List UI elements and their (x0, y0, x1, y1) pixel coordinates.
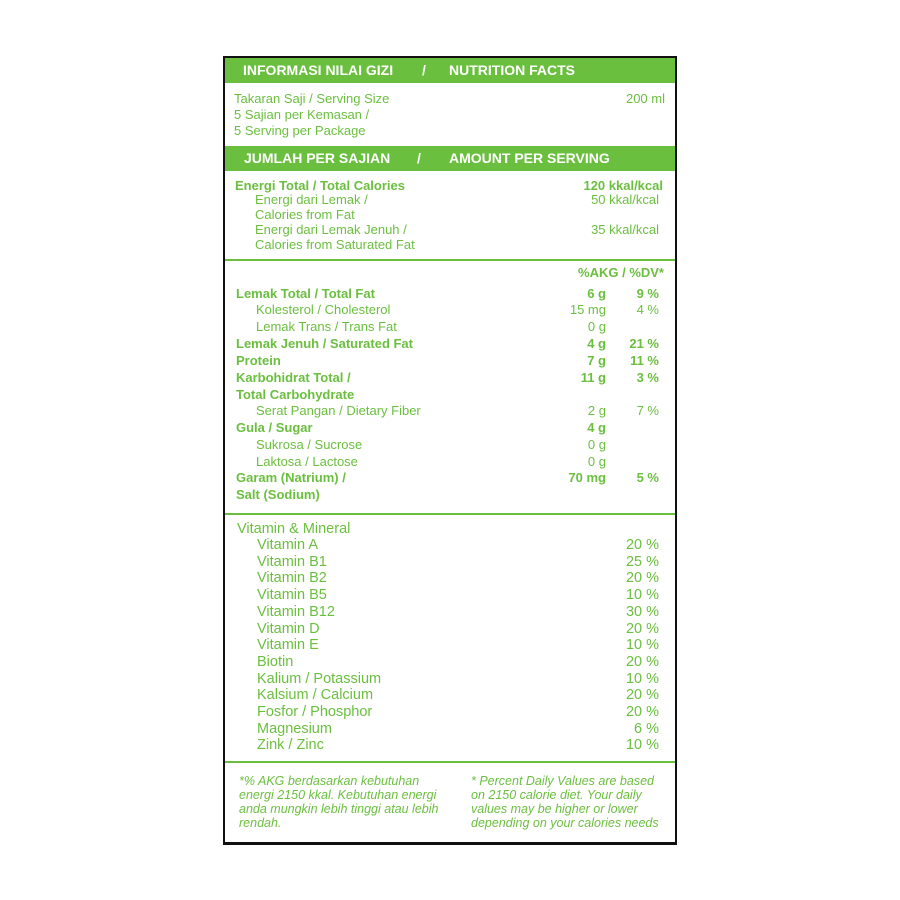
protein-label: Protein (236, 353, 281, 368)
lactose-label: Laktosa / Lactose (256, 454, 358, 469)
divider-vitamins (225, 761, 675, 763)
vitamin-name: Vitamin B2 (257, 570, 327, 587)
divider-nutrients (225, 513, 675, 515)
vitamin-dv: 20 % (625, 570, 659, 587)
vitamin-name: Vitamin B1 (257, 553, 327, 570)
vitamin-name: Vitamin E (257, 637, 319, 654)
cholesterol-label: Kolesterol / Cholesterol (256, 302, 391, 317)
vitamin-dv: 10 % (625, 587, 659, 604)
energy-total-label: Energi Total / Total Calories (235, 178, 405, 193)
sucrose-amount: 0 g (587, 437, 606, 452)
vitamin-dv: 30 % (625, 603, 659, 620)
salt-label-1: Garam (Natrium) / (236, 470, 346, 485)
header-separator: / (422, 62, 426, 78)
energy-fat-label-1: Energi dari Lemak / (255, 192, 368, 207)
lactose-amount: 0 g (587, 454, 606, 469)
dv-column-header: %AKG / %DV* (578, 265, 664, 280)
energy-total-value: 120 kkal/kcal (583, 178, 663, 193)
header-title-en: NUTRITION FACTS (449, 62, 575, 78)
vitamin-name: Vitamin A (257, 537, 318, 553)
carbohydrate-label-1: Karbohidrat Total / (236, 370, 351, 385)
energy-satfat-value: 35 kkal/kcal (591, 222, 659, 237)
vitamin-mineral-title: Vitamin & Mineral (237, 521, 351, 537)
energy-satfat-label-1: Energi dari Lemak Jenuh / (255, 222, 407, 237)
total-fat-label: Lemak Total / Total Fat (236, 286, 375, 301)
saturated-fat-dv: 21 % (629, 336, 659, 351)
saturated-fat-label: Lemak Jenuh / Saturated Fat (236, 336, 413, 351)
protein-dv: 11 % (630, 353, 659, 368)
carbohydrate-amount: 11 g (580, 370, 606, 385)
vitamin-name: Vitamin D (257, 620, 320, 637)
vitamin-dv: 10 % (625, 670, 659, 687)
sugar-amount: 4 g (587, 420, 606, 435)
header-title-id: INFORMASI NILAI GIZI (243, 62, 394, 78)
cholesterol-dv: 4 % (636, 302, 659, 317)
total-fat-amount: 6 g (587, 286, 606, 301)
vitamin-name: Biotin (257, 653, 294, 670)
vitamin-name: Kalsium / Calcium (257, 687, 374, 704)
fiber-dv: 7 % (636, 403, 659, 418)
vitamin-dv: 20 % (625, 687, 659, 704)
fiber-label: Serat Pangan / Dietary Fiber (256, 403, 421, 418)
saturated-fat-amount: 4 g (587, 336, 606, 351)
amount-label-id: JUMLAH PER SAJIAN (244, 150, 391, 166)
nutrition-facts-panel (223, 56, 677, 845)
vitamin-dv: 20 % (625, 537, 659, 553)
vitamin-name: Vitamin B5 (257, 587, 327, 604)
vitamin-dv: 25 % (625, 553, 659, 570)
vitamin-dv: 10 % (625, 637, 659, 654)
salt-amount: 70 mg (568, 470, 606, 485)
serving-size-label: Takaran Saji / Serving Size (234, 91, 390, 106)
protein-amount: 7 g (587, 353, 606, 368)
vitamin-name: Fosfor / Phosphor (257, 704, 373, 720)
amount-separator: / (417, 150, 421, 166)
carbohydrate-label-2: Total Carbohydrate (236, 387, 355, 402)
amount-per-serving-header (225, 146, 675, 171)
vitamin-dv: 20 % (625, 704, 659, 720)
vitamin-dv: 6 % (634, 720, 659, 737)
servings-per-package-line2: 5 Serving per Package (234, 123, 366, 138)
energy-fat-value: 50 kkal/kcal (591, 192, 659, 207)
sucrose-label: Sukrosa / Sucrose (256, 437, 363, 452)
vitamin-dv: 10 % (625, 737, 659, 754)
vitamin-name: Vitamin B12 (257, 603, 335, 620)
footnote-id: *% AKG berdasarkan kebutuhan energi 2150 kkal. Kebutuhan energi anda mungkin lebih tinggi atau lebih rendah. (239, 774, 439, 830)
energy-fat-label-2: Calories from Fat (255, 207, 355, 222)
vitamin-dv: 20 % (625, 620, 659, 637)
sugar-label: Gula / Sugar (236, 420, 313, 435)
carbohydrate-dv: 3 % (636, 370, 659, 385)
cholesterol-amount: 15 mg (569, 302, 606, 317)
nutrition-header (225, 58, 675, 83)
trans-fat-label: Lemak Trans / Trans Fat (256, 319, 397, 334)
salt-label-2: Salt (Sodium) (236, 487, 320, 502)
fiber-amount: 2 g (587, 403, 606, 418)
energy-satfat-label-2: Calories from Saturated Fat (255, 237, 415, 252)
trans-fat-amount: 0 g (587, 319, 606, 334)
salt-dv: 5 % (636, 470, 659, 485)
serving-size-value: 200 ml (625, 91, 665, 106)
vitamin-dv: 20 % (625, 653, 659, 670)
vitamin-name: Magnesium (257, 720, 332, 737)
divider-energy (225, 259, 675, 261)
servings-per-package-line1: 5 Sajian per Kemasan / (234, 107, 370, 122)
vitamin-name: Zink / Zinc (257, 737, 324, 754)
amount-label-en: AMOUNT PER SERVING (449, 150, 610, 166)
footnote-en: * Percent Daily Values are based on 2150 calorie diet. Your daily values may be higher or lower depending on your calories needs (471, 774, 659, 830)
total-fat-dv: 9 % (636, 286, 659, 301)
vitamin-name: Kalium / Potassium (257, 670, 382, 687)
